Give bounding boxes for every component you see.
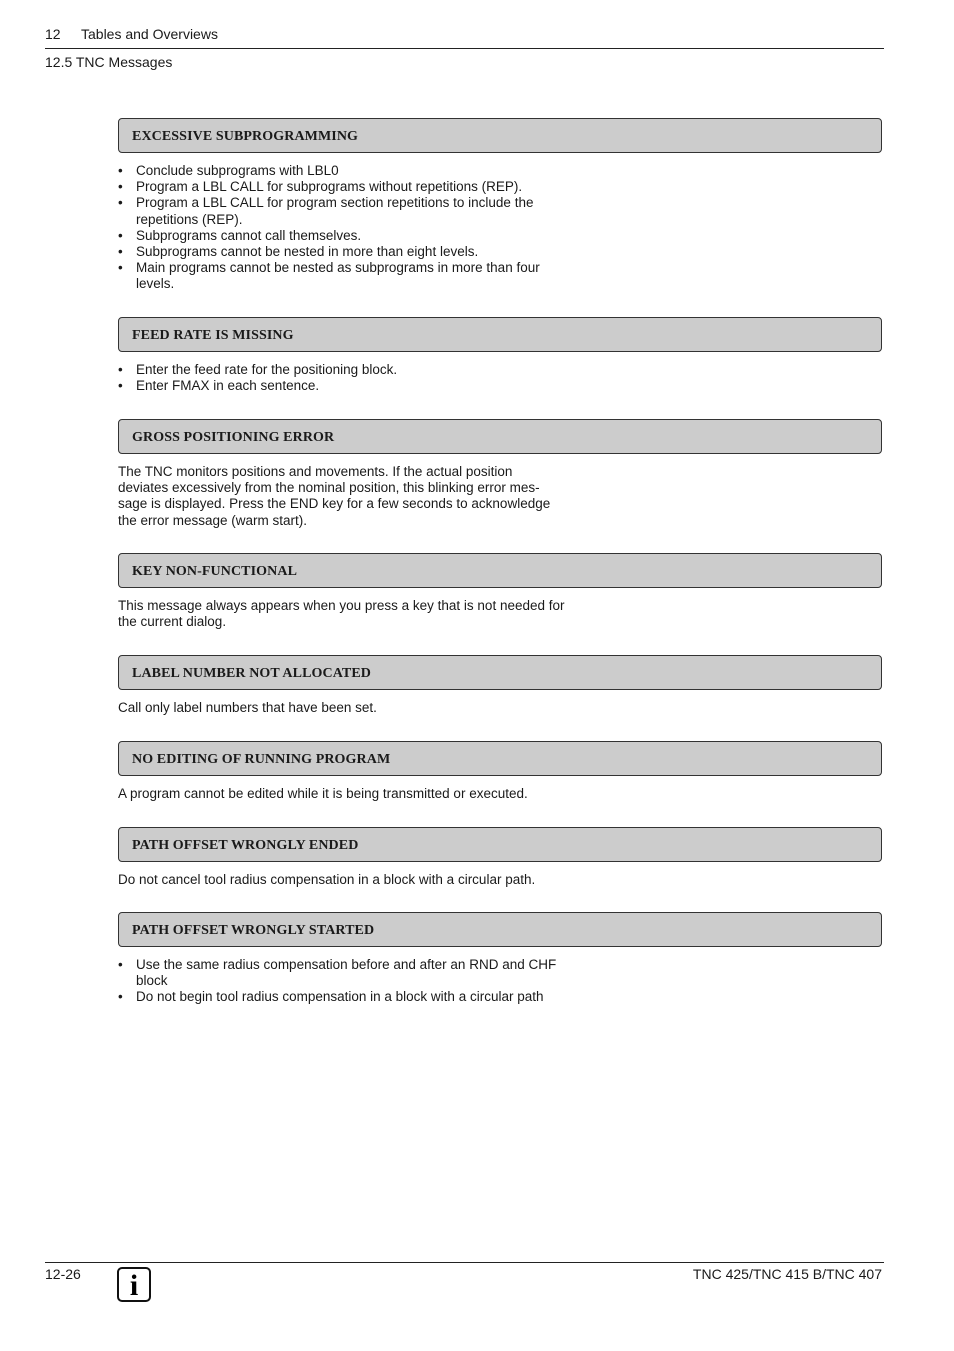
message-bullets-path-offset-wrongly-started [118,957,608,1006]
bullet-item [118,989,608,1005]
text-line: This message always appears when you press a key that is not needed for [118,598,565,613]
chapter-number: 12 [45,26,61,42]
bullet-text: Subprograms cannot call themselves. [136,227,362,243]
bullet-text: Do not begin tool radius compensation in a block with a circular path [136,989,544,1005]
message-text-key-non-functional [118,598,608,630]
bullet-item [118,228,608,244]
bullet-text: Enter the feed rate for the positioning block. [136,362,398,377]
text-line: Do not cancel tool radius compensation in a block with a circular path. [118,872,536,887]
bullet-marker: • [118,378,123,394]
bullet-item [118,163,608,179]
bullet-item [118,244,608,260]
message-box-path-offset-wrongly-started [118,912,882,947]
bullet-marker: • [118,260,123,276]
running-header-chapter [45,26,218,42]
bullet-marker: • [118,957,123,972]
header-divider [45,48,884,49]
text-line: sage is displayed. Press the END key for a few seconds to acknowledge [118,496,551,512]
text-line: deviates excessively from the nominal position, this blinking error mes- [118,480,540,496]
bullet-item [118,362,608,378]
bullet-text: Program a LBL CALL for subprograms without repetitions (REP). [136,179,523,195]
bullet-marker: • [118,163,123,178]
bullet-text: levels. [136,276,175,292]
message-title: EXCESSIVE SUBPROGRAMMING [132,129,359,144]
footer-divider [45,1262,884,1263]
page-number: 12-26 [45,1266,81,1282]
message-bullets-excessive-subprogramming [118,163,608,293]
message-title: KEY NON-FUNCTIONAL [132,564,298,579]
bullet-marker: • [118,179,123,195]
bullet-marker: • [118,227,123,243]
message-box-label-number-not-allocated [118,655,882,690]
text-line: Call only label numbers that have been set. [118,700,377,715]
message-title: NO EDITING OF RUNNING PROGRAM [132,752,391,767]
message-text-label-number-not-allocated [118,700,608,716]
message-text-gross-positioning-error [118,464,608,529]
bullet-text: Program a LBL CALL for program section repetitions to include the [136,195,534,211]
message-box-no-editing-running-program [118,741,882,776]
bullet-marker: • [118,195,123,211]
bullet-text: Use the same radius compensation before and after an RND and CHF [136,957,557,972]
message-text-no-editing-running-program [118,786,608,802]
bullet-text: Enter FMAX in each sentence. [136,378,320,394]
bullet-text: Main programs cannot be nested as subprograms in more than four [136,260,540,276]
message-box-path-offset-wrongly-ended [118,827,882,862]
bullet-text: block [136,973,168,989]
chapter-title: Tables and Overviews [81,26,218,42]
info-icon: i [117,1267,151,1302]
bullet-text: Conclude subprograms with LBL0 [136,163,339,178]
text-line: A program cannot be edited while it is being transmitted or executed. [118,786,528,801]
bullet-item [118,957,608,989]
message-title: PATH OFFSET WRONGLY STARTED [132,923,375,938]
footer-model-name: TNC 425/TNC 415 B/TNC 407 [692,1266,882,1282]
message-title: FEED RATE IS MISSING [132,328,294,343]
message-title: LABEL NUMBER NOT ALLOCATED [132,666,371,681]
message-box-gross-positioning-error [118,419,882,454]
message-box-key-non-functional [118,553,882,588]
bullet-marker: • [118,989,123,1005]
bullet-item [118,260,608,292]
text-line: The TNC monitors positions and movements. If the actual position [118,464,513,479]
message-text-path-offset-wrongly-ended [118,872,608,888]
bullet-text: repetitions (REP). [136,211,243,227]
bullet-marker: • [118,362,123,377]
message-title: PATH OFFSET WRONGLY ENDED [132,838,359,853]
bullet-item [118,195,608,227]
bullet-item [118,378,608,394]
message-title: GROSS POSITIONING ERROR [132,430,335,445]
text-line: the current dialog. [118,614,227,630]
bullet-text: Subprograms cannot be nested in more than eight levels. [136,244,479,260]
text-line: the error message (warm start). [118,512,308,528]
section-title: 12.5 TNC Messages [45,54,173,70]
message-box-feed-rate-missing [118,317,882,352]
bullet-item [118,179,608,195]
bullet-marker: • [118,244,123,260]
message-bullets-feed-rate-missing [118,362,608,394]
message-box-excessive-subprogramming [118,118,882,153]
